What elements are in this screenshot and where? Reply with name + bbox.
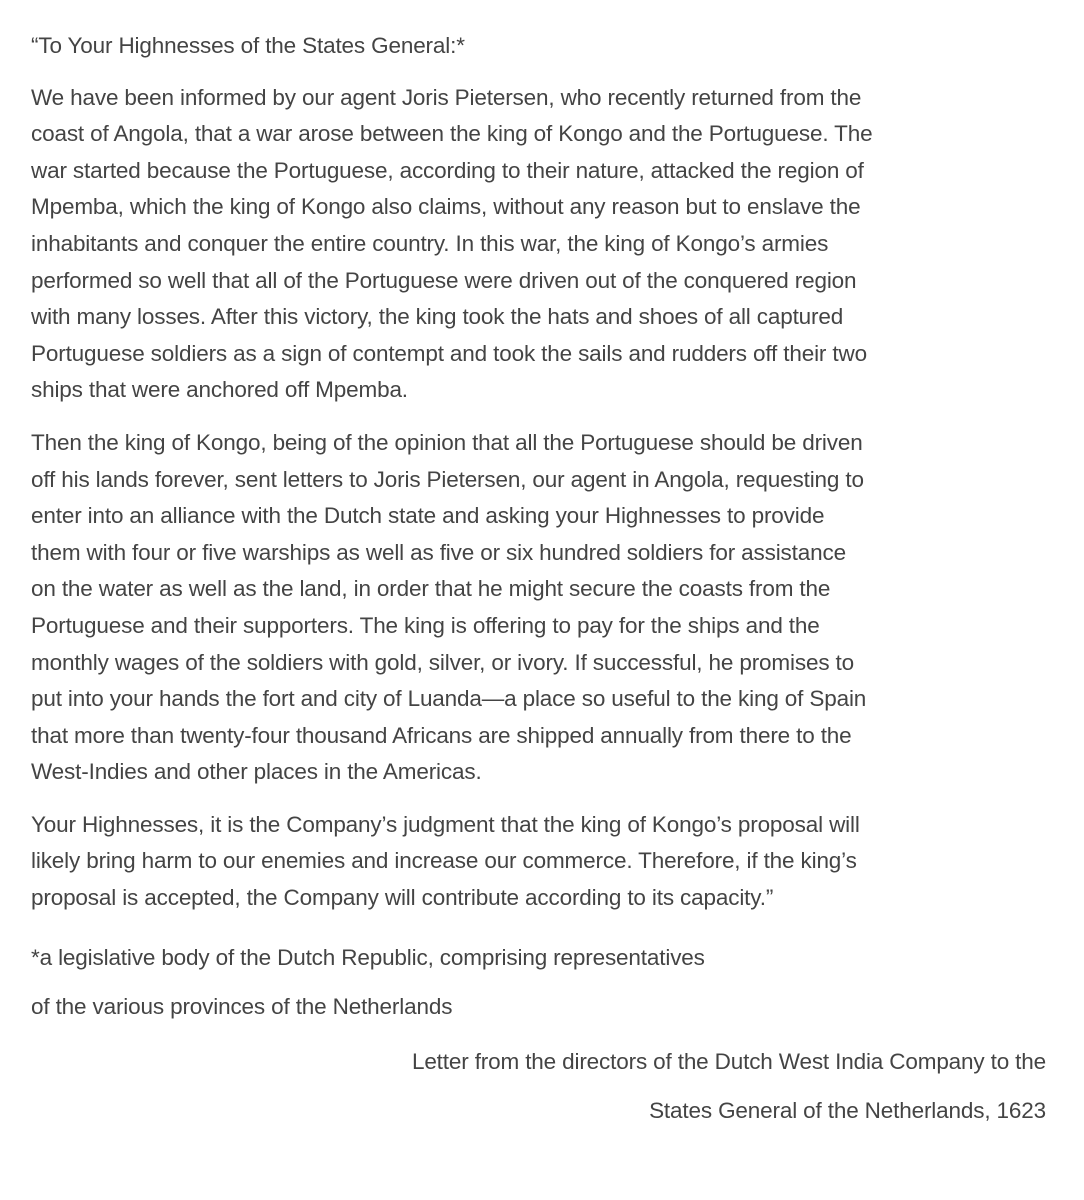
text-line: that more than twenty-four thousand Africans are shipped annually from there to the <box>31 722 852 748</box>
text-line: We have been informed by our agent Joris Pietersen, who recently returned from the <box>31 84 862 110</box>
text-line: likely bring harm to our enemies and increase our commerce. Therefore, if the king’s <box>31 848 857 874</box>
attribution-line: States General of the Netherlands, 1623 <box>649 1097 1046 1123</box>
text-line: Your Highnesses, it is the Company’s judgment that the king of Kongo’s proposal will <box>31 811 860 837</box>
footnote-line: *a legislative body of the Dutch Republic, comprising representatives <box>31 944 705 970</box>
text-line: ships that were anchored off Mpemba. <box>31 377 408 403</box>
paragraph-2 <box>31 425 1054 791</box>
text-line: off his lands forever, sent letters to Joris Pietersen, our agent in Angola, requesting to <box>31 466 864 492</box>
salutation <box>31 28 1054 65</box>
text-line: Portuguese and their supporters. The king is offering to pay for the ships and the <box>31 612 820 638</box>
text-line: performed so well that all of the Portuguese were driven out of the conquered region <box>31 267 857 293</box>
text-line: Then the king of Kongo, being of the opinion that all the Portuguese should be driven <box>31 429 863 455</box>
text-line: enter into an alliance with the Dutch state and asking your Highnesses to provide <box>31 503 825 529</box>
text-line: proposal is accepted, the Company will contribute according to its capacity.” <box>31 885 774 911</box>
text-line: war started because the Portuguese, according to their nature, attacked the region of <box>31 157 864 183</box>
text-line: on the water as well as the land, in order that he might secure the coasts from the <box>31 576 831 602</box>
text-line: put into your hands the fort and city of Luanda—a place so useful to the king of Spain <box>31 686 867 712</box>
paragraph-3 <box>31 807 1054 917</box>
paragraph-1 <box>31 80 1054 409</box>
text-line: West-Indies and other places in the Americas. <box>31 759 482 785</box>
text-line: monthly wages of the soldiers with gold, silver, or ivory. If successful, he promises to <box>31 649 854 675</box>
footnote-line: of the various provinces of the Netherlands <box>31 993 453 1019</box>
text-line: them with four or five warships as well as five or six hundred soldiers for assistance <box>31 539 846 565</box>
text-line: Portuguese soldiers as a sign of contempt and took the sails and rudders off their two <box>31 340 867 366</box>
text-line: with many losses. After this victory, the king took the hats and shoes of all captured <box>31 304 844 330</box>
source-attribution <box>31 1037 1054 1135</box>
footnote <box>31 933 1054 1031</box>
text-line: inhabitants and conquer the entire country. In this war, the king of Kongo’s armies <box>31 230 829 256</box>
salutation-text: “To Your Highnesses of the States General:* <box>31 33 465 58</box>
attribution-line: Letter from the directors of the Dutch West India Company to the <box>411 1048 1046 1074</box>
text-line: coast of Angola, that a war arose between the king of Kongo and the Portuguese. The <box>31 121 873 147</box>
text-line: Mpemba, which the king of Kongo also claims, without any reason but to enslave the <box>31 194 861 220</box>
